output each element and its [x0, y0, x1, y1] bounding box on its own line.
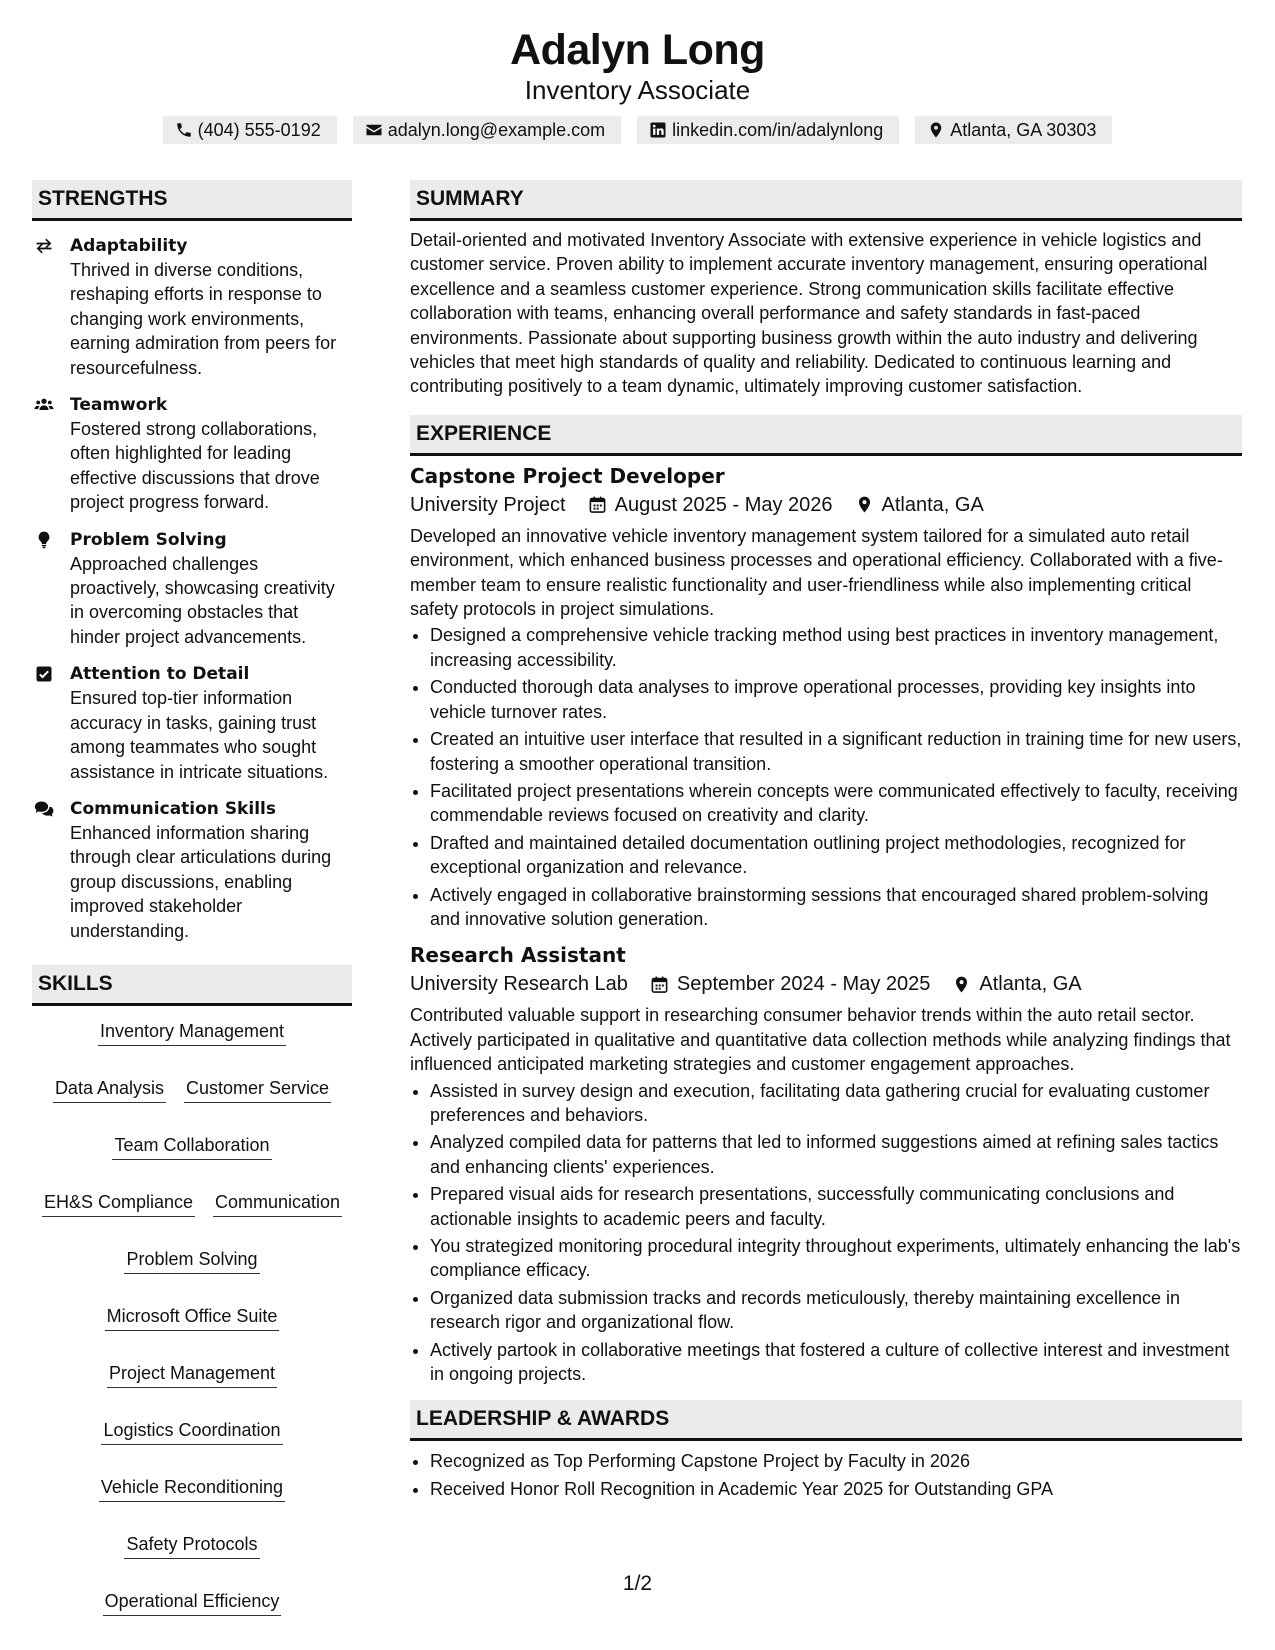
skill-tag: Vehicle Reconditioning — [99, 1476, 285, 1502]
strength-description: Fostered strong collaborations, often highlighted for leading effective discussions that drove project progress forward. — [70, 419, 320, 513]
job-title: Capstone Project Developer — [410, 463, 725, 488]
skill-tag: Logistics Coordination — [101, 1419, 282, 1445]
contact-phone-text: (404) 555-0192 — [197, 120, 321, 140]
strength-title: Attention to Detail — [70, 664, 250, 685]
strength-title: Communication Skills — [70, 798, 276, 819]
contact-bar — [0, 116, 1275, 144]
job-description: Contributed valuable support in researching consumer behavior trends within the auto retail sector. Actively participated in qualitative and quantitative data collection methods while analyzing findings that influenced anticipated marketing strategies and customer engagement approaches. — [410, 1005, 1231, 1075]
summary-heading: SUMMARY — [410, 180, 1242, 221]
skill-tag: Communication — [213, 1191, 342, 1217]
job-dates: September 2024 - May 2025 — [676, 973, 931, 996]
summary-text: Detail-oriented and motivated Inventory Associate with extensive experience in vehicle logistics and customer service. Proven ability to implement accurate inventory management, ensuring operational excellence and a seamless customer experience. Strong communication skills facilitate effective collaboration with teams, enhancing overall performance and safety standards in fast-paced environments. Passionate about supporting business growth within the auto industry and delivering vehicles that meet high standards of quality and reliability. Dedicated to continuous learning and contributing positively to a team dynamic, ultimately improving customer satisfaction. — [410, 230, 1208, 397]
strength-item — [32, 528, 352, 650]
calendar-icon — [650, 975, 669, 994]
bullet-item: • Analyzed compiled data for patterns that led to informed suggestions aimed at refining sales tactics and enhancing clients' experiences. — [430, 1130, 1242, 1179]
skill-tag: Inventory Management — [98, 1020, 286, 1046]
contact-linkedin-text: linkedin.com/in/adalynlong — [672, 120, 884, 140]
skill-tag: EH&S Compliance — [42, 1191, 195, 1217]
strength-title: Teamwork — [70, 395, 168, 416]
bullet-item: • Actively partook in collaborative meetings that fostered a culture of collective interest and investment in ongoing projects. — [430, 1338, 1242, 1387]
skill-tag: Problem Solving — [124, 1248, 259, 1274]
map-pin-icon — [952, 975, 971, 994]
experience-entry — [410, 941, 1242, 1386]
job-title: Research Assistant — [410, 943, 626, 968]
skill-tag: Data Analysis — [53, 1077, 166, 1103]
bullet-item: • Created an intuitive user interface that resulted in a significant reduction in training time for new users, fostering a smoother operational transition. — [430, 727, 1242, 776]
linkedin-icon — [649, 121, 667, 139]
awards-list — [410, 1449, 1242, 1501]
calendar-icon — [588, 495, 607, 514]
skill-tag: Safety Protocols — [124, 1533, 259, 1559]
job-bullets — [410, 623, 1242, 931]
lightbulb-icon — [34, 530, 54, 550]
left-column — [32, 180, 352, 1616]
candidate-title: Inventory Associate — [524, 75, 751, 105]
strength-description: Thrived in diverse conditions, reshaping efforts in response to changing work environments, earning admiration from peers for resourcefulness. — [70, 260, 337, 378]
strength-description: Approached challenges proactively, showcasing creativity in overcoming obstacles that hinder project advancements. — [70, 553, 335, 647]
awards-heading: LEADERSHIP & AWARDS — [410, 1400, 1242, 1441]
job-bullets — [410, 1079, 1242, 1387]
candidate-name: Adalyn Long — [510, 26, 765, 74]
strength-description: Ensured top-tier information accuracy in tasks, gaining trust among teammates who sought assistance in intricate situations. — [70, 688, 329, 782]
bullet-item: • Assisted in survey design and execution, facilitating data gathering crucial for evaluating customer preferences and behaviors. — [430, 1079, 1242, 1128]
skills-heading: SKILLS — [32, 965, 352, 1006]
contact-linkedin[interactable] — [637, 116, 899, 144]
bullet-item: • Designed a comprehensive vehicle tracking method using best practices in inventory management, increasing accessibility. — [430, 623, 1242, 672]
strength-title: Problem Solving — [70, 529, 227, 550]
bullet-item: • Actively engaged in collaborative brainstorming sessions that encouraged shared problem-solving and innovative solution generation. — [430, 883, 1242, 932]
job-meta — [410, 969, 1242, 999]
contact-location — [915, 116, 1112, 144]
skill-tag: Team Collaboration — [112, 1134, 271, 1160]
strength-description: Enhanced information sharing through clear articulations during group discussions, enabling improved stakeholder understanding. — [70, 822, 332, 941]
skills-list — [32, 1020, 352, 1616]
users-icon — [34, 395, 54, 415]
right-column — [410, 180, 1242, 1504]
bullet-item: • Facilitated project presentations wherein concepts were communicated effectively to faculty, receiving commendable reviews focused on creativity and clarity. — [430, 779, 1242, 828]
skill-tag: Microsoft Office Suite — [105, 1305, 280, 1331]
job-description: Developed an innovative vehicle inventory management system tailored for a simulated auto retail environment, which enhanced business processes and operational efficiency. Collaborated with a five-member team to ensure realistic functionality and user-friendliness while also implementing critical safety protocols in project simulations. — [410, 525, 1223, 620]
check-square-icon — [34, 664, 54, 684]
job-location: Atlanta, GA — [979, 973, 1082, 996]
job-organization: University Research Lab — [410, 973, 628, 996]
skill-tag: Customer Service — [184, 1077, 331, 1103]
bullet-item: • Drafted and maintained detailed documentation outlining project methodologies, recognized for exceptional organization and relevance. — [430, 831, 1242, 880]
job-dates: August 2025 - May 2026 — [614, 493, 833, 516]
job-location: Atlanta, GA — [881, 493, 984, 516]
contact-location-text: Atlanta, GA 30303 — [950, 120, 1097, 140]
bullet-item: • You strategized monitoring procedural integrity throughout experiments, ultimately enhancing the lab's compliance efficacy. — [430, 1234, 1242, 1283]
arrows-exchange-icon — [34, 236, 54, 256]
bullet-item: • Organized data submission tracks and records meticulously, thereby maintaining excellence in research rigor and organizational flow. — [430, 1286, 1242, 1335]
strength-item — [32, 234, 352, 380]
map-pin-icon — [855, 495, 874, 514]
strength-item — [32, 797, 352, 943]
comments-icon — [34, 799, 54, 819]
bullet-item: • Conducted thorough data analyses to improve operational processes, providing key insights into vehicle turnover rates. — [430, 675, 1242, 724]
strength-item — [32, 662, 352, 784]
page-number: 1/2 — [622, 1572, 653, 1595]
contact-phone[interactable] — [163, 116, 337, 144]
strength-item — [32, 393, 352, 515]
skill-tag: Project Management — [107, 1362, 277, 1388]
strengths-heading: STRENGTHS — [32, 180, 352, 221]
envelope-icon — [365, 121, 383, 139]
award-item: • Recognized as Top Performing Capstone Project by Faculty in 2026 — [430, 1449, 1242, 1473]
experience-entry — [410, 462, 1242, 932]
job-meta — [410, 490, 1242, 520]
job-organization: University Project — [410, 493, 566, 516]
skill-tag: Operational Efficiency — [103, 1590, 282, 1616]
experience-heading: EXPERIENCE — [410, 415, 1242, 456]
contact-email-text: adalyn.long@example.com — [387, 120, 606, 140]
strength-title: Adaptability — [70, 236, 188, 256]
resume-header — [0, 0, 1275, 144]
contact-email[interactable] — [353, 116, 621, 144]
bullet-item: • Prepared visual aids for research presentations, successfully communicating conclusions and actionable insights to academic peers and faculty. — [430, 1182, 1242, 1231]
award-item: • Received Honor Roll Recognition in Academic Year 2025 for Outstanding GPA — [430, 1477, 1242, 1501]
map-pin-icon — [927, 121, 945, 139]
phone-icon — [175, 121, 193, 139]
